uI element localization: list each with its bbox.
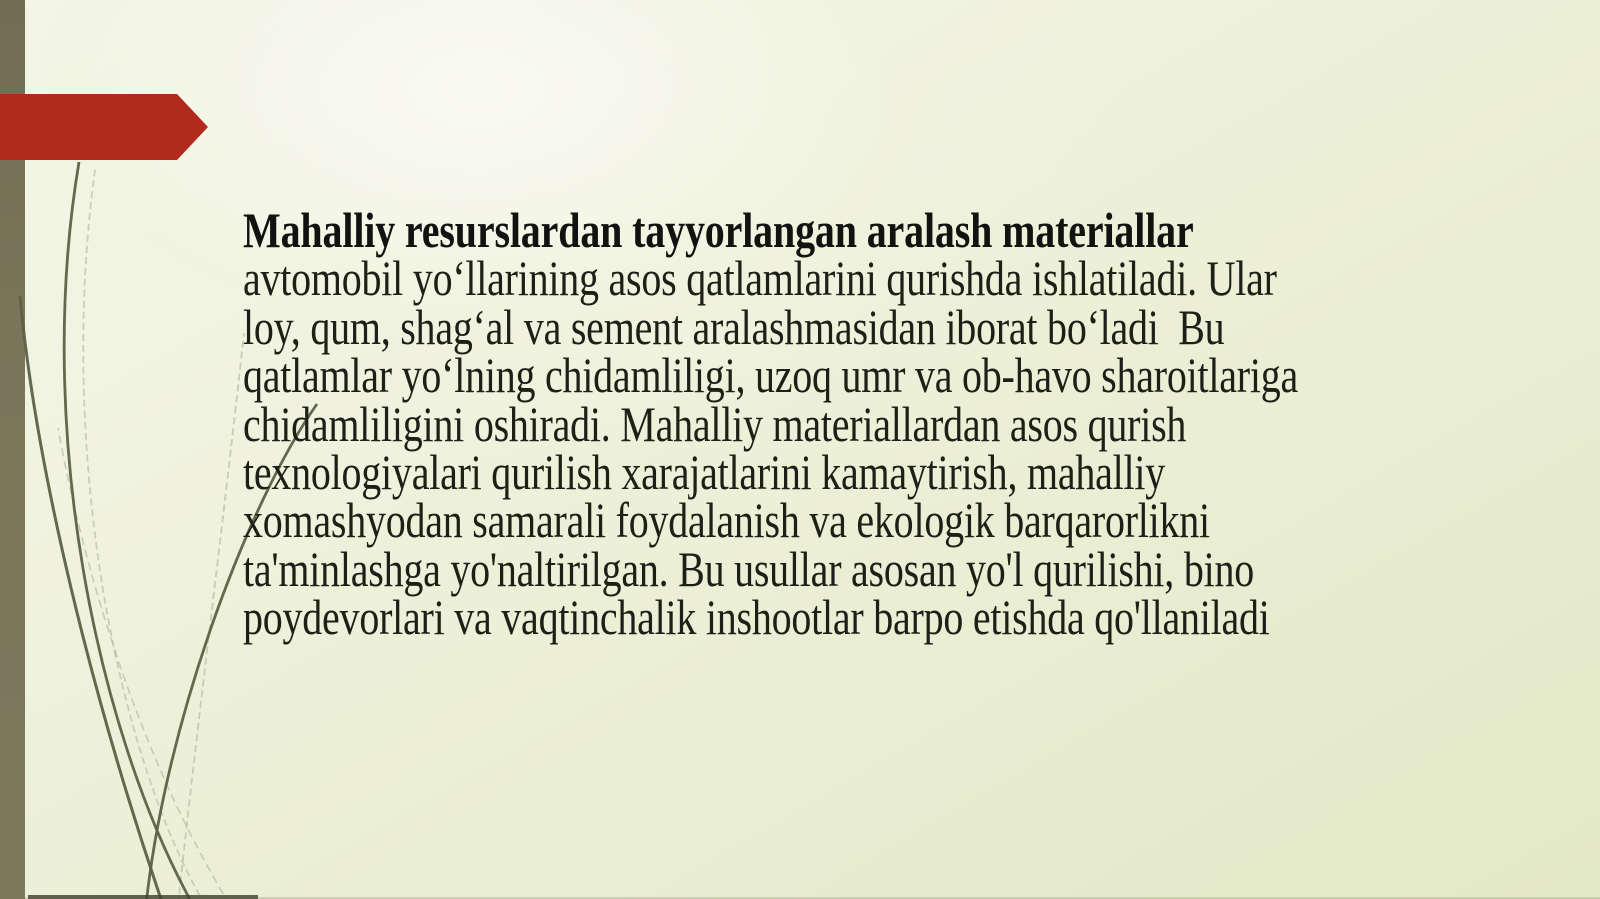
body-line: poydevorlari va vaqtinchalik inshootlar barpo etishda qo'llaniladi: [243, 589, 1270, 646]
grass-stem-gray-icon: [58, 428, 230, 899]
body-line: ta'minlashga yo'naltirilgan. Bu usullar asosan yo'l qurilishi, bino: [243, 540, 1254, 597]
body-line: texnologiyalari qurilish xarajatlarini kamaytirish, mahalliy: [243, 443, 1166, 500]
grass-stem-dark-icon: [64, 162, 193, 899]
slide-heading: Mahalliy resurslardan tayyorlangan aralash materiallar: [243, 202, 1194, 258]
grass-stem-light-icon: [178, 333, 244, 899]
body-line: chidamliligini oshiradi. Mahalliy materiallardan asos qurish: [243, 395, 1187, 452]
slide-text-block: [243, 202, 1562, 646]
body-line: avtomobil yoʻllarining asos qatlamlarini qurishda ishlatiladi. Ular: [243, 250, 1277, 307]
red-arrow-shape: [0, 94, 208, 160]
grass-stem-light-icon: [83, 170, 205, 899]
grass-stem-dark-icon: [20, 296, 163, 899]
body-line: qatlamlar yoʻlning chidamliligi, uzoq umr va ob-havo sharoitlariga: [243, 347, 1298, 404]
body-line: xomashyodan samarali foydalanish va ekologik barqarorlikni: [243, 492, 1210, 549]
body-line: loy, qum, shagʻal va sement aralashmasidan iborat boʻladi Bu: [243, 298, 1225, 355]
